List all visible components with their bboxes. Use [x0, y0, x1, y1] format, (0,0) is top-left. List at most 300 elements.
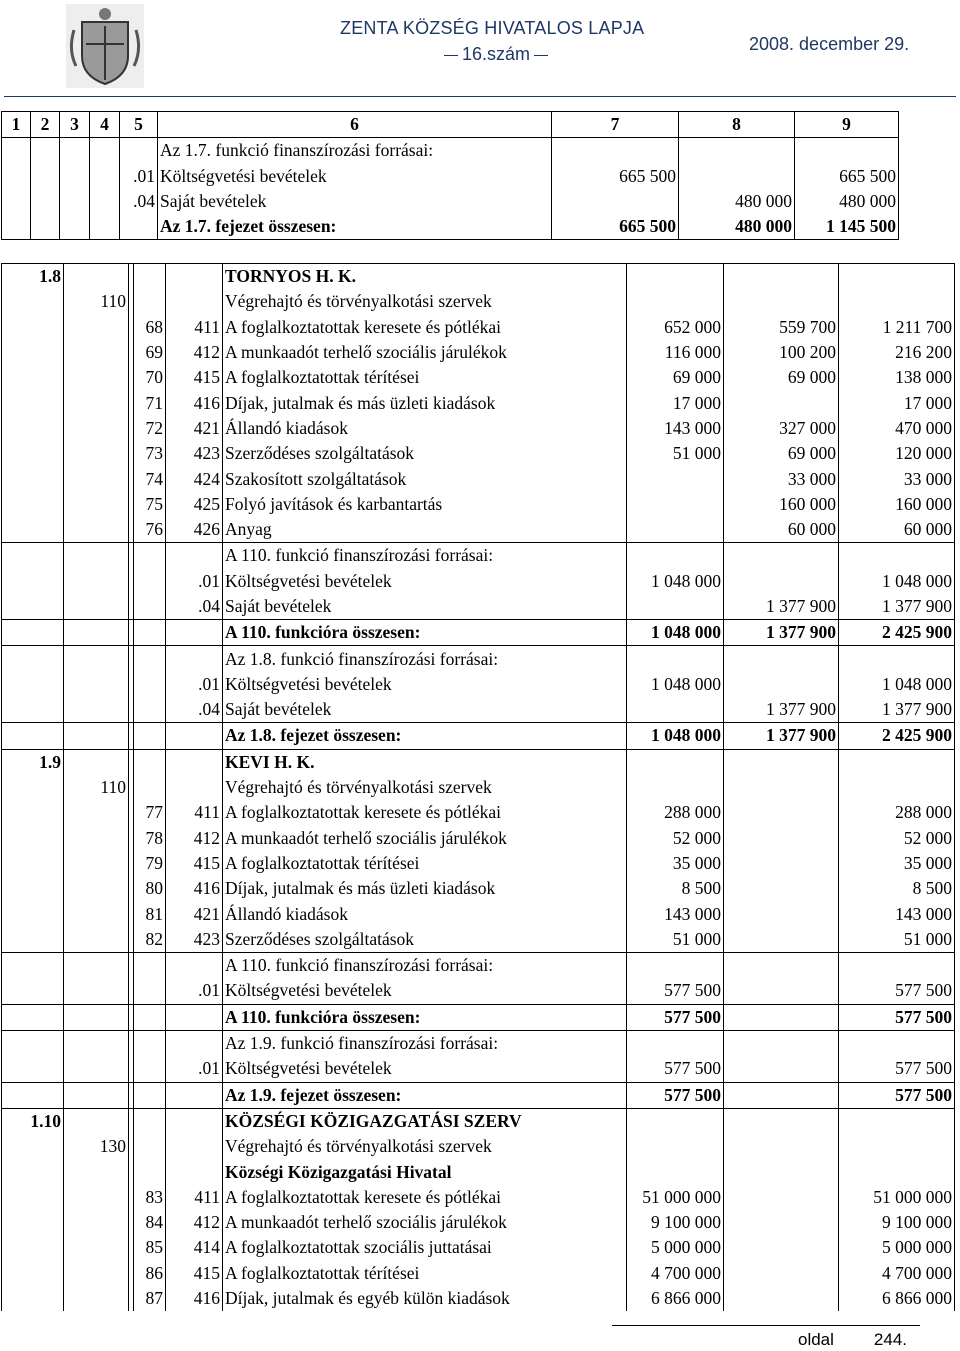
table-cell: 2 425 900 — [839, 620, 955, 646]
table-row — [2, 1082, 955, 1108]
table-cell — [60, 138, 90, 164]
table-cell: A foglalkoztatottak térítései — [223, 1261, 627, 1286]
table-cell — [2, 1004, 64, 1030]
table-row — [2, 697, 955, 723]
table-cell — [64, 390, 129, 415]
table-cell: 288 000 — [839, 800, 955, 825]
table-cell: Az 1.7. fejezet összesen: — [158, 214, 552, 240]
table-cell: 411 — [166, 315, 223, 340]
table-cell: 416 — [166, 390, 223, 415]
table-row — [2, 620, 955, 646]
table-cell — [627, 1134, 724, 1159]
table-cell — [166, 775, 223, 800]
table-cell: KÖZSÉGI KÖZIGAZGATÁSI SZERV — [223, 1108, 627, 1134]
column-header: 7 — [552, 112, 679, 138]
table-cell — [724, 569, 839, 594]
table-cell — [839, 1134, 955, 1159]
table-cell: A munkaadót terhelő szociális járulékok — [223, 826, 627, 851]
table-cell — [2, 492, 64, 517]
table-cell: 411 — [166, 1185, 223, 1210]
table-cell — [134, 620, 166, 646]
table-cell: 480 000 — [679, 214, 795, 240]
table-cell: 51 000 000 — [839, 1185, 955, 1210]
table-cell: 73 — [134, 441, 166, 466]
table-cell: Állandó kiadások — [223, 416, 627, 441]
table-cell: Községi Közigazgatási Hivatal — [223, 1159, 627, 1184]
table-row — [2, 749, 955, 775]
table-row — [2, 723, 955, 749]
table-cell — [2, 1185, 64, 1210]
table-cell: Költségvetési bevételek — [223, 978, 627, 1004]
table-cell — [2, 543, 64, 569]
table-cell — [627, 289, 724, 314]
table-cell: 69 000 — [627, 365, 724, 390]
table-cell: TORNYOS H. K. — [223, 264, 627, 290]
table-cell — [724, 543, 839, 569]
table-row — [2, 672, 955, 697]
table-cell: 120 000 — [839, 441, 955, 466]
table-cell: 69 000 — [724, 365, 839, 390]
table-cell — [134, 594, 166, 620]
table-cell — [64, 1056, 129, 1082]
table-cell: Saját bevételek — [223, 594, 627, 620]
table-cell — [134, 1082, 166, 1108]
table-cell: 70 — [134, 365, 166, 390]
table-cell — [839, 775, 955, 800]
table-cell: A 110. funkció finanszírozási forrásai: — [223, 543, 627, 569]
table-cell — [64, 315, 129, 340]
table-cell — [134, 543, 166, 569]
table-cell — [627, 697, 724, 723]
table-cell — [31, 164, 60, 189]
table-cell — [839, 289, 955, 314]
table-cell: 81 — [134, 901, 166, 926]
table-cell: 577 500 — [839, 978, 955, 1004]
table-cell: 559 700 — [724, 315, 839, 340]
table-row — [2, 594, 955, 620]
table-cell — [2, 1261, 64, 1286]
table-cell: 17 000 — [839, 390, 955, 415]
table-cell — [166, 1030, 223, 1056]
table-cell — [64, 697, 129, 723]
budget-table-main — [1, 263, 955, 1311]
table-cell — [64, 569, 129, 594]
table-row — [2, 826, 955, 851]
table-cell: 78 — [134, 826, 166, 851]
table-cell: Költségvetési bevételek — [223, 1056, 627, 1082]
table-cell: 665 500 — [795, 164, 899, 189]
column-header: 2 — [31, 112, 60, 138]
table-cell — [2, 672, 64, 697]
table-cell: 216 200 — [839, 340, 955, 365]
table-cell: Díjak, jutalmak és más üzleti kiadások — [223, 876, 627, 901]
table-cell: Anyag — [223, 517, 627, 543]
table-cell — [64, 264, 129, 290]
table-cell — [64, 978, 129, 1004]
table-cell: 424 — [166, 466, 223, 491]
table-cell — [2, 340, 64, 365]
table-cell: 2 425 900 — [839, 723, 955, 749]
table-cell — [166, 289, 223, 314]
table-cell: A foglalkoztatottak szociális juttatásai — [223, 1235, 627, 1260]
table-cell — [2, 164, 31, 189]
table-row — [2, 1185, 955, 1210]
table-cell — [2, 775, 64, 800]
table-cell: 84 — [134, 1210, 166, 1235]
table-cell: 82 — [134, 927, 166, 953]
table-cell: .01 — [166, 1056, 223, 1082]
table-row — [2, 927, 955, 953]
table-cell: 652 000 — [627, 315, 724, 340]
table-cell — [64, 901, 129, 926]
table-row — [2, 1134, 955, 1159]
table-cell: A foglalkoztatottak keresete és pótlékai — [223, 315, 627, 340]
table-cell: 577 500 — [627, 1082, 724, 1108]
table-cell: Az 1.8. funkció finanszírozási forrásai: — [223, 646, 627, 672]
table-cell: 577 500 — [627, 978, 724, 1004]
table-row — [2, 901, 955, 926]
table-cell: 80 — [134, 876, 166, 901]
table-cell: 421 — [166, 901, 223, 926]
table-cell — [2, 569, 64, 594]
table-cell: A foglalkoztatottak térítései — [223, 851, 627, 876]
table-cell — [724, 1108, 839, 1134]
table-cell — [64, 749, 129, 775]
table-cell — [166, 749, 223, 775]
footer-divider — [612, 1325, 920, 1326]
table-cell: 415 — [166, 365, 223, 390]
table-cell: 1 377 900 — [724, 620, 839, 646]
table-cell — [2, 365, 64, 390]
table-cell — [134, 1056, 166, 1082]
table-cell: 100 200 — [724, 340, 839, 365]
table-cell: 51 000 — [627, 441, 724, 466]
issue-number: 16.szám — [440, 44, 552, 65]
table-cell — [552, 138, 679, 164]
table-cell: .01 — [166, 672, 223, 697]
table-cell — [64, 723, 129, 749]
table-row — [2, 1235, 955, 1260]
table-cell — [627, 953, 724, 979]
table-cell: 69 000 — [724, 441, 839, 466]
table-row — [2, 164, 899, 189]
table-row — [2, 800, 955, 825]
column-header: 6 — [158, 112, 552, 138]
table-cell — [166, 1108, 223, 1134]
table-cell — [134, 264, 166, 290]
table-cell: .01 — [166, 569, 223, 594]
table-cell: 52 000 — [627, 826, 724, 851]
table-cell: 1 048 000 — [627, 569, 724, 594]
column-header: 3 — [60, 112, 90, 138]
footer-label: oldal — [798, 1330, 834, 1349]
table-cell: 68 — [134, 315, 166, 340]
table-cell: 51 000 — [839, 927, 955, 953]
table-cell: 1.10 — [2, 1108, 64, 1134]
table-cell — [166, 723, 223, 749]
table-cell — [2, 876, 64, 901]
table-cell: Saját bevételek — [158, 189, 552, 214]
table-row — [2, 416, 955, 441]
table-cell: 69 — [134, 340, 166, 365]
table-cell — [795, 138, 899, 164]
table-cell — [724, 1210, 839, 1235]
table-cell — [724, 1134, 839, 1159]
table-cell — [724, 978, 839, 1004]
table-cell: 1.9 — [2, 749, 64, 775]
table-cell — [679, 164, 795, 189]
table-cell: Szakosított szolgáltatások — [223, 466, 627, 491]
table-cell — [134, 697, 166, 723]
table-cell: 412 — [166, 340, 223, 365]
table-cell: 1 377 900 — [839, 697, 955, 723]
table-cell: .01 — [166, 978, 223, 1004]
table-cell — [2, 214, 31, 240]
table-row — [2, 876, 955, 901]
table-cell — [724, 1159, 839, 1184]
table-cell: .01 — [120, 164, 158, 189]
table-cell: 4 700 000 — [627, 1261, 724, 1286]
table-cell — [627, 749, 724, 775]
table-cell — [64, 594, 129, 620]
table-cell: Végrehajtó és törvényalkotási szervek — [223, 1134, 627, 1159]
table-cell: 577 500 — [627, 1004, 724, 1030]
table-cell — [134, 953, 166, 979]
table-cell — [64, 826, 129, 851]
table-row — [2, 289, 955, 314]
table-cell — [2, 1286, 64, 1311]
table-cell — [724, 1056, 839, 1082]
table-cell — [134, 1004, 166, 1030]
table-cell — [134, 775, 166, 800]
table-cell — [120, 214, 158, 240]
table-cell: Költségvetési bevételek — [223, 672, 627, 697]
table-row — [2, 492, 955, 517]
table-cell: 1 048 000 — [627, 672, 724, 697]
table-cell: 415 — [166, 851, 223, 876]
table-cell: 1 211 700 — [839, 315, 955, 340]
table-cell — [839, 1030, 955, 1056]
table-cell — [724, 749, 839, 775]
table-cell: 421 — [166, 416, 223, 441]
table-cell: 416 — [166, 1286, 223, 1311]
page-footer — [798, 1330, 907, 1350]
table-cell: 35 000 — [627, 851, 724, 876]
table-cell: Szerződéses szolgáltatások — [223, 441, 627, 466]
table-cell — [166, 1134, 223, 1159]
table-cell — [64, 1159, 129, 1184]
table-cell: 9 100 000 — [627, 1210, 724, 1235]
table-cell — [839, 1108, 955, 1134]
table-cell — [2, 1030, 64, 1056]
publication-title: ZENTA KÖZSÉG HIVATALOS LAPJA — [340, 18, 645, 38]
table-cell: 577 500 — [627, 1056, 724, 1082]
table-cell: Saját bevételek — [223, 697, 627, 723]
table-cell — [64, 416, 129, 441]
table-cell — [166, 1082, 223, 1108]
table-cell — [134, 1134, 166, 1159]
table-cell — [2, 723, 64, 749]
table-cell — [64, 441, 129, 466]
table-cell — [2, 441, 64, 466]
table-cell: 138 000 — [839, 365, 955, 390]
table-cell — [64, 492, 129, 517]
column-header: 8 — [679, 112, 795, 138]
table-cell: 75 — [134, 492, 166, 517]
table-cell — [2, 594, 64, 620]
coat-of-arms-icon — [66, 4, 144, 88]
table-cell — [839, 543, 955, 569]
table-cell — [627, 775, 724, 800]
table-cell: 1 377 900 — [839, 594, 955, 620]
table-cell — [2, 416, 64, 441]
table-row — [2, 1210, 955, 1235]
column-header: 1 — [2, 112, 31, 138]
table-cell — [724, 851, 839, 876]
table-cell: 665 500 — [552, 214, 679, 240]
table-cell: 327 000 — [724, 416, 839, 441]
table-cell — [2, 901, 64, 926]
table-cell — [2, 1082, 64, 1108]
table-row — [2, 1261, 955, 1286]
table-cell — [166, 1004, 223, 1030]
table-cell — [2, 289, 64, 314]
table-cell: 130 — [64, 1134, 129, 1159]
table-cell: 87 — [134, 1286, 166, 1311]
table-cell: 74 — [134, 466, 166, 491]
table-cell: 17 000 — [627, 390, 724, 415]
table-cell: 51 000 — [627, 927, 724, 953]
column-header: 9 — [795, 112, 899, 138]
table-cell — [60, 164, 90, 189]
table-row — [2, 543, 955, 569]
table-cell — [724, 264, 839, 290]
table-cell: A foglalkoztatottak térítései — [223, 365, 627, 390]
table-cell: 160 000 — [839, 492, 955, 517]
table-row — [2, 441, 955, 466]
table-cell — [2, 390, 64, 415]
table-row — [2, 1108, 955, 1134]
page-header — [0, 0, 960, 96]
table-cell: Állandó kiadások — [223, 901, 627, 926]
table-cell: 577 500 — [839, 1056, 955, 1082]
table-cell: 1 145 500 — [795, 214, 899, 240]
table-cell: 52 000 — [839, 826, 955, 851]
table-cell — [64, 620, 129, 646]
table-cell — [166, 543, 223, 569]
table-cell — [90, 214, 120, 240]
table-cell — [627, 1108, 724, 1134]
table-row — [2, 466, 955, 491]
table-cell — [679, 138, 795, 164]
table-cell — [64, 1004, 129, 1030]
table-cell — [134, 646, 166, 672]
table-cell — [64, 851, 129, 876]
table-cell — [627, 543, 724, 569]
table-cell — [724, 876, 839, 901]
table-cell — [724, 901, 839, 926]
table-cell — [724, 1235, 839, 1260]
table-cell: 5 000 000 — [627, 1235, 724, 1260]
table-cell — [31, 189, 60, 214]
table-header-row — [2, 112, 899, 138]
table-row — [2, 646, 955, 672]
table-cell — [64, 340, 129, 365]
table-cell: 1 048 000 — [839, 569, 955, 594]
table-cell — [839, 646, 955, 672]
table-cell: 423 — [166, 927, 223, 953]
table-cell — [2, 646, 64, 672]
table-cell: 60 000 — [839, 517, 955, 543]
table-cell — [627, 466, 724, 491]
table-cell — [64, 466, 129, 491]
table-cell — [2, 1210, 64, 1235]
table-cell — [2, 826, 64, 851]
table-cell: 76 — [134, 517, 166, 543]
table-cell — [627, 517, 724, 543]
header-divider — [4, 96, 956, 97]
table-cell: Végrehajtó és törvényalkotási szervek — [223, 289, 627, 314]
table-cell — [2, 189, 31, 214]
table-cell — [627, 1030, 724, 1056]
table-cell: 110 — [64, 289, 129, 314]
table-cell — [724, 646, 839, 672]
table-cell — [90, 189, 120, 214]
table-cell — [60, 214, 90, 240]
table-row — [2, 390, 955, 415]
table-row — [2, 775, 955, 800]
table-cell: 4 700 000 — [839, 1261, 955, 1286]
table-cell: Az 1.8. fejezet összesen: — [223, 723, 627, 749]
table-cell — [64, 1030, 129, 1056]
table-cell — [134, 672, 166, 697]
table-cell — [2, 1056, 64, 1082]
table-cell — [166, 1159, 223, 1184]
table-cell — [166, 953, 223, 979]
table-cell — [724, 953, 839, 979]
table-cell — [2, 1159, 64, 1184]
table-cell — [134, 749, 166, 775]
table-cell — [724, 672, 839, 697]
table-cell: 33 000 — [839, 466, 955, 491]
table-cell — [2, 800, 64, 825]
table-cell — [627, 492, 724, 517]
table-cell: 71 — [134, 390, 166, 415]
table-cell — [134, 978, 166, 1004]
table-cell: 35 000 — [839, 851, 955, 876]
table-cell: .04 — [166, 594, 223, 620]
table-cell: 9 100 000 — [839, 1210, 955, 1235]
table-cell — [2, 697, 64, 723]
table-cell — [166, 264, 223, 290]
table-cell: 1 377 900 — [724, 594, 839, 620]
table-cell: 1 377 900 — [724, 723, 839, 749]
table-cell — [724, 775, 839, 800]
table-cell — [2, 927, 64, 953]
table-cell: 412 — [166, 826, 223, 851]
table-cell: 577 500 — [839, 1004, 955, 1030]
table-row — [2, 978, 955, 1004]
table-cell — [90, 164, 120, 189]
table-cell: KEVI H. K. — [223, 749, 627, 775]
table-cell: 60 000 — [724, 517, 839, 543]
table-cell — [2, 517, 64, 543]
table-cell: A 110. funkcióra összesen: — [223, 620, 627, 646]
table-cell: 8 500 — [839, 876, 955, 901]
table-cell — [166, 620, 223, 646]
table-cell: Az 1.9. fejezet összesen: — [223, 1082, 627, 1108]
table-cell — [134, 723, 166, 749]
